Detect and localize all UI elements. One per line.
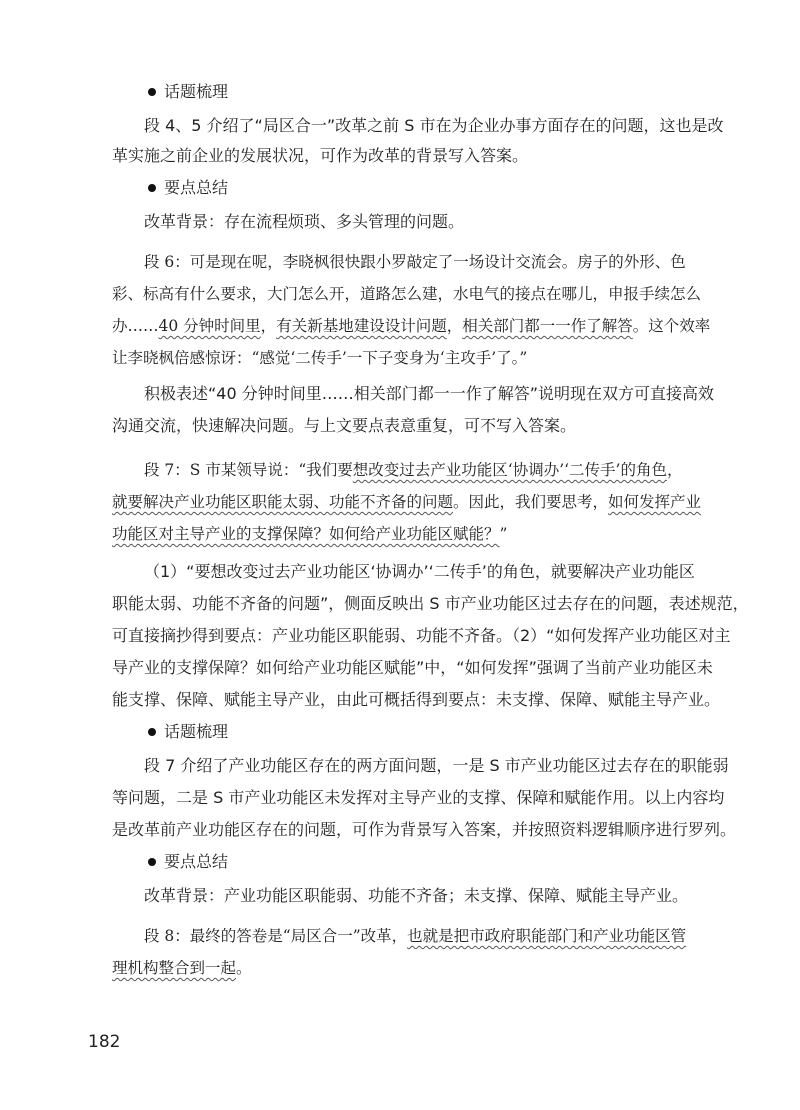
bullet-dot-icon [148,184,156,192]
key-point: 改革背景：存在流程烦琐、多头管理的问题。 [144,212,465,231]
bullet-dot-icon [148,858,156,866]
section-heading: 话题梳理 [148,720,690,744]
section-heading: 话题梳理 [148,80,690,104]
underlined-phrase: 40 分钟时间里 [158,317,261,335]
section-heading: 要点总结 [148,850,690,874]
paragraph: 段 7 介绍了产业功能区存在的两方面问题，一是 S 市产业功能区过去存在的职能弱 等问题，二是 S 市产业功能区未发挥对主导产业的支撑、保障和赋能作用。以上内容均 是改革前产业功能区存在的问题，可作为背景写入答案，并按照资料逻辑顺序进行罗列。 [112,756,737,839]
analysis-paragraph: （1）“要想改变过去产业功能区‘协调办’‘二传手’的角色，就要解决产业功能区 职能太弱、功能不齐备的问题”，侧面反映出 S 市产业功能区过去存在的问题，表述规范， 可直接摘抄得到要点：产业功能区职能弱、功能不齐备。（2）“如何发挥产业功能区对主 导产业的支撑保障？如何给产业功能区赋能”中，“如何发挥”强调了当前产业功能区未 能支撑、保障、赋能主导产业，由此可概括得到要点：未支撑、保障、赋能主导产业。 [112,562,749,709]
paragraph: 积极表述“40 分钟时间里……相关部门都一一作了解答”说明现在双方可直接高效 沟通交流，快速解决问题。与上文要点表意重复，可不写入答案。 [112,384,715,435]
key-point: 改革背景：产业功能区职能弱、功能不齐备；未支撑、保障、赋能主导产业。 [144,886,689,905]
underlined-phrase: 有关新基地建设设计问题 [276,317,447,335]
underlined-phrase: 就要解决产业功能区职能太弱、功能不齐备的问题 [112,493,454,511]
bullet-dot-icon [148,728,156,736]
underlined-phrase: 如何发挥产业 [608,493,702,511]
underlined-phrase: 相关部门都一一作了解答 [462,317,633,335]
page-content [112,80,749,980]
source-paragraph: 段 6：可是现在呢，李晓枫很快跟小罗敲定了一场设计交流会。房子的外形、色 彩、标高有什么要求，大门怎么开，道路怎么建，水电气的接点在哪儿，申报手续怎么 办……40 分钟时间里，有关新基地建设设计问题，相关部门都一一作了解答。这个效率 让李晓枫倍感惊讶：“感觉‘二传手’一下子变身为‘主攻手’了。” [112,253,711,367]
underlined-phrase: 如何给产业功能区赋能？ [329,525,500,543]
paragraph: 段 4、5 介绍了“局区合一”改革之前 S 市在为企业办事方面存在的问题，这也是改 革实施之前企业的发展状况，可作为改革的背景写入答案。 [112,116,724,165]
source-paragraph: 段 8：最终的答卷是“局区合一”改革，也就是把市政府职能部门和产业功能区管 理机构整合到一起。 [112,927,687,977]
bullet-dot-icon [148,88,156,96]
underlined-phrase: 理机构整合到一起 [112,959,237,977]
underlined-phrase: 想改变过去产业功能区‘协调办’‘二传手’的角色 [352,461,667,479]
section-heading: 要点总结 [148,176,690,200]
underlined-phrase: 也就是把市政府职能部门和产业功能区管 [407,927,687,945]
page-number: 182 [88,1032,121,1052]
source-paragraph: 段 7：S 市某领导说：“我们要想改变过去产业功能区‘协调办’‘二传手’的角色， 就要解决产业功能区职能太弱、功能不齐备的问题。因此，我们要思考，如何发挥产业 功能区对主导产业的支撑保障？如何给产业功能区赋能？” [112,461,702,543]
underlined-phrase: 功能区对主导产业的支撑保障？ [112,525,330,543]
